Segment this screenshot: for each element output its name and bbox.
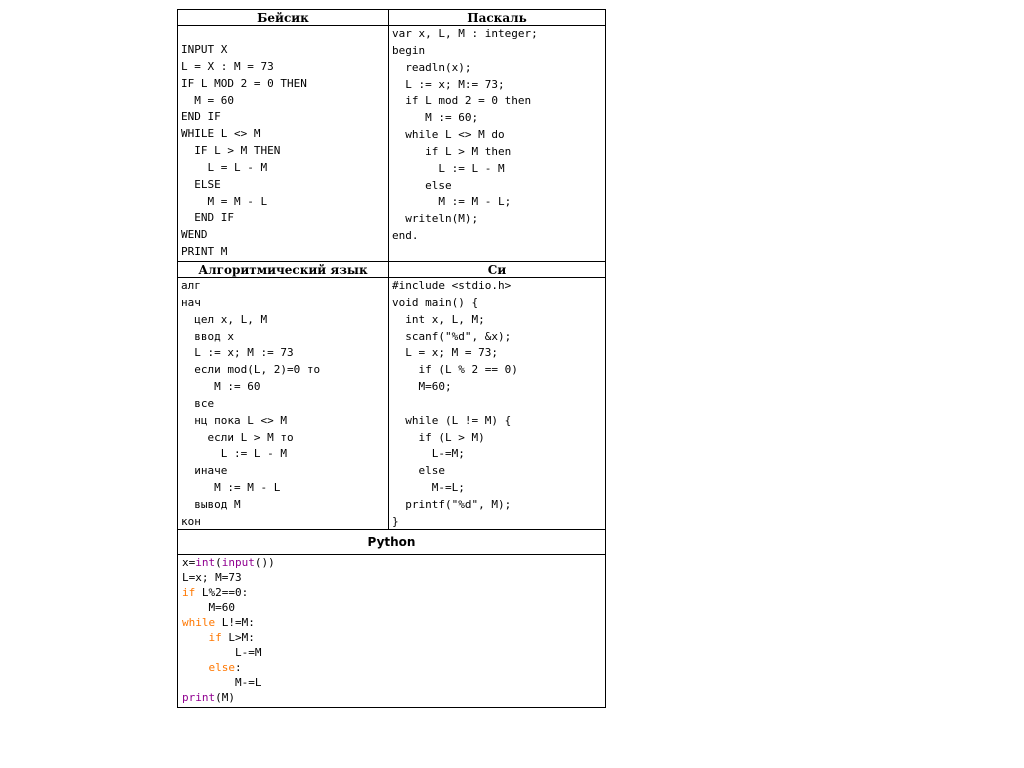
header-row-2 xyxy=(178,261,605,278)
python-line: x=int(input()) xyxy=(182,556,275,569)
c-code: #include <stdio.h> void main() { int x, L, M; scanf("%d", &x); L = x; M = 73; if (L % 2 == 0) M=60; while (L != M) { if (L > M) L-=M; else M-=L; printf("%d", M); } xyxy=(392,279,518,528)
python-line: L=x; M=73 xyxy=(182,571,242,584)
pascal-code: var x, L, M : integer; begin readln(x); L := x; M:= 73; if L mod 2 = 0 then M := 60; while L <> M do if L > M then L := L - M else M := M - L; writeln(M); end. xyxy=(392,27,538,243)
python-line: print(M) xyxy=(182,691,235,704)
python-line: M-=L xyxy=(182,676,262,689)
python-line: L-=M xyxy=(182,646,262,659)
python-line: if L%2==0: xyxy=(182,586,249,599)
python-line: else: xyxy=(208,661,242,674)
code-row-1 xyxy=(178,26,605,261)
python-line: if L>M: xyxy=(208,631,255,644)
basic-code: INPUT X L = X : M = 73 IF L MOD 2 = 0 THEN M = 60 END IF WHILE L <> M IF L > M THEN L = L - M ELSE M = M - L END IF WEND PRINT M xyxy=(181,43,307,259)
python-line: M=60 xyxy=(182,601,235,614)
pascal-cell xyxy=(389,26,605,261)
algo-cell xyxy=(178,278,389,529)
code-row-2 xyxy=(178,278,605,529)
basic-cell xyxy=(178,26,389,261)
c-cell xyxy=(389,278,605,529)
program-table xyxy=(177,9,606,708)
python-code xyxy=(178,555,605,707)
python-header: Python xyxy=(178,529,605,555)
algo-header: Алгоритмический язык xyxy=(178,262,389,278)
basic-header: Бейсик xyxy=(178,10,389,26)
algo-code: алг нач цел x, L, M ввод x L := x; M := 73 если mod(L, 2)=0 то M := 60 все нц пока L <> M если L > M то L := L - M иначе M := M - L вывод M кон xyxy=(181,279,321,528)
header-row-1 xyxy=(178,10,605,26)
python-line: while L!=M: xyxy=(182,616,255,629)
pascal-header: Паскаль xyxy=(389,10,605,26)
c-header: Си xyxy=(389,262,605,278)
